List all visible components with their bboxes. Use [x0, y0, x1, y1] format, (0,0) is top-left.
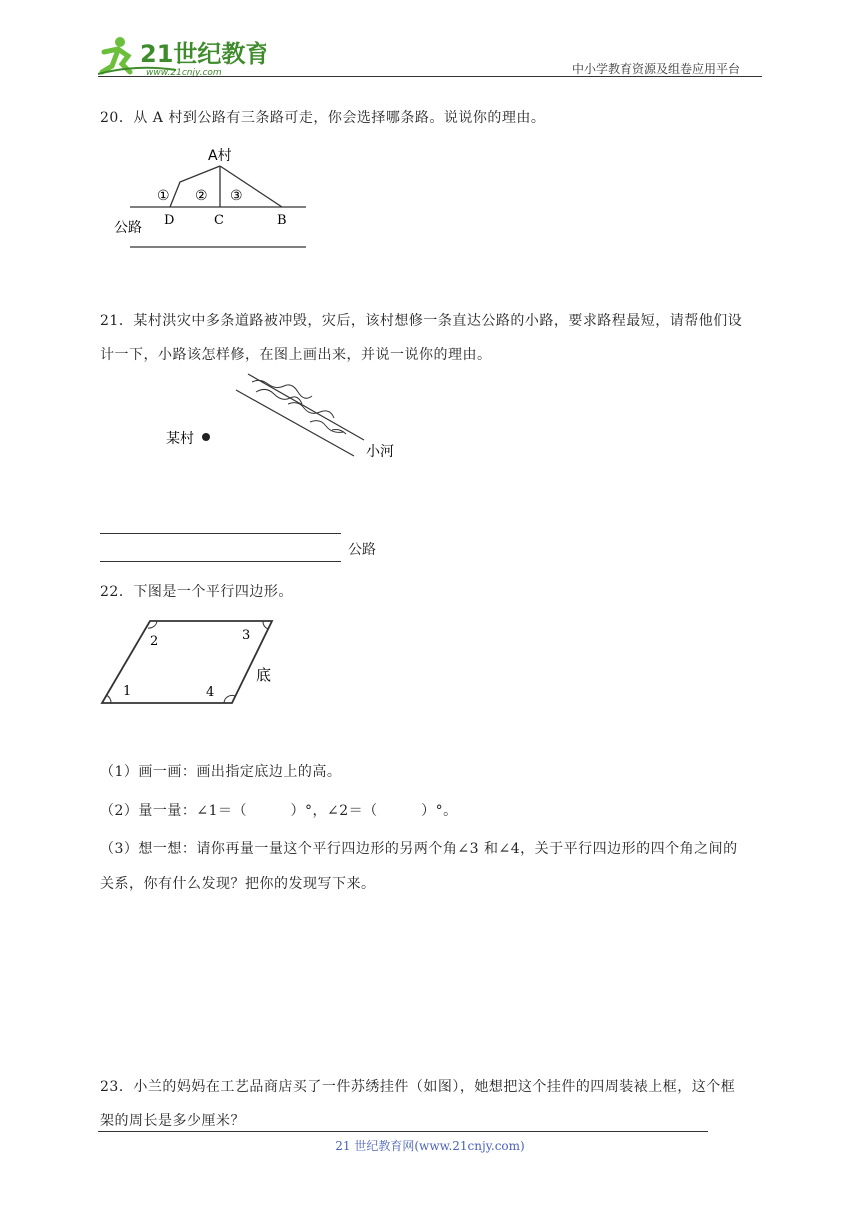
footer-link[interactable]: 21 世纪教育网(www.21cnjy.com) [335, 1139, 525, 1153]
footer-rule [98, 1131, 708, 1132]
question-20-figure [110, 140, 320, 255]
point-c-label: C [214, 213, 224, 228]
question-22-part-3-line-1: （3）想一想：请你再量一量这个平行四边形的另两个角∠3 和∠4，关于平行四边形的四个角之间的 [100, 841, 738, 857]
parallelogram-figure [96, 612, 296, 712]
angle-2-label: 2 [150, 634, 159, 649]
road-line-top [100, 533, 341, 534]
logo-text: 21世纪教育 [140, 40, 266, 68]
question-22-part-1: （1）画一画：画出指定底边上的高。 [100, 764, 342, 780]
river-label: 小河 [366, 444, 394, 460]
question-21-line-1: 21．某村洪灾中多条道路被冲毁，灾后，该村想修一条直达公路的小路，要求路程最短，请帮他们设 [100, 313, 743, 329]
logo-url: www.21cnjy.com [146, 68, 222, 78]
point-b-label: B [277, 213, 287, 228]
question-22-part-2: （2）量一量：∠1＝（ ）°，∠2＝（ ）°。 [100, 803, 458, 819]
route-1-label: ① [157, 188, 170, 204]
route-3-label: ③ [230, 188, 243, 204]
angle-3-label: 3 [242, 628, 251, 643]
question-21-line-2: 计一下，小路该怎样修，在图上画出来，并说一说你的理由。 [100, 347, 492, 363]
village-label: 某村 [166, 431, 194, 447]
road-line-bottom [100, 561, 341, 562]
question-21-figure [160, 368, 410, 468]
question-20-text: 20．从 A 村到公路有三条路可走，你会选择哪条路。说说你的理由。 [100, 110, 546, 126]
angle-4-label: 4 [206, 685, 215, 700]
road-label: 公路 [114, 220, 142, 236]
site-logo [96, 34, 266, 80]
point-d-label: D [164, 213, 175, 228]
header-rule [98, 76, 762, 77]
village-dot [202, 433, 210, 441]
question-23-line-2: 架的周长是多少厘米？ [100, 1113, 245, 1129]
angle-1-label: 1 [123, 684, 132, 699]
route-2-label: ② [195, 188, 208, 204]
header-platform-text: 中小学教育资源及组卷应用平台 [572, 62, 741, 76]
village-a-label: A村 [208, 148, 232, 164]
question-22-text: 22．下图是一个平行四边形。 [100, 584, 293, 600]
road-label-21: 公路 [348, 542, 376, 558]
base-label: 底 [256, 666, 272, 684]
question-22-part-3-line-2: 关系，你有什么发现？把你的发现写下来。 [100, 876, 376, 892]
question-23-line-1: 23．小兰的妈妈在工艺品商店买了一件苏绣挂件（如图），她想把这个挂件的四周装裱上框，这个框 [100, 1079, 736, 1095]
